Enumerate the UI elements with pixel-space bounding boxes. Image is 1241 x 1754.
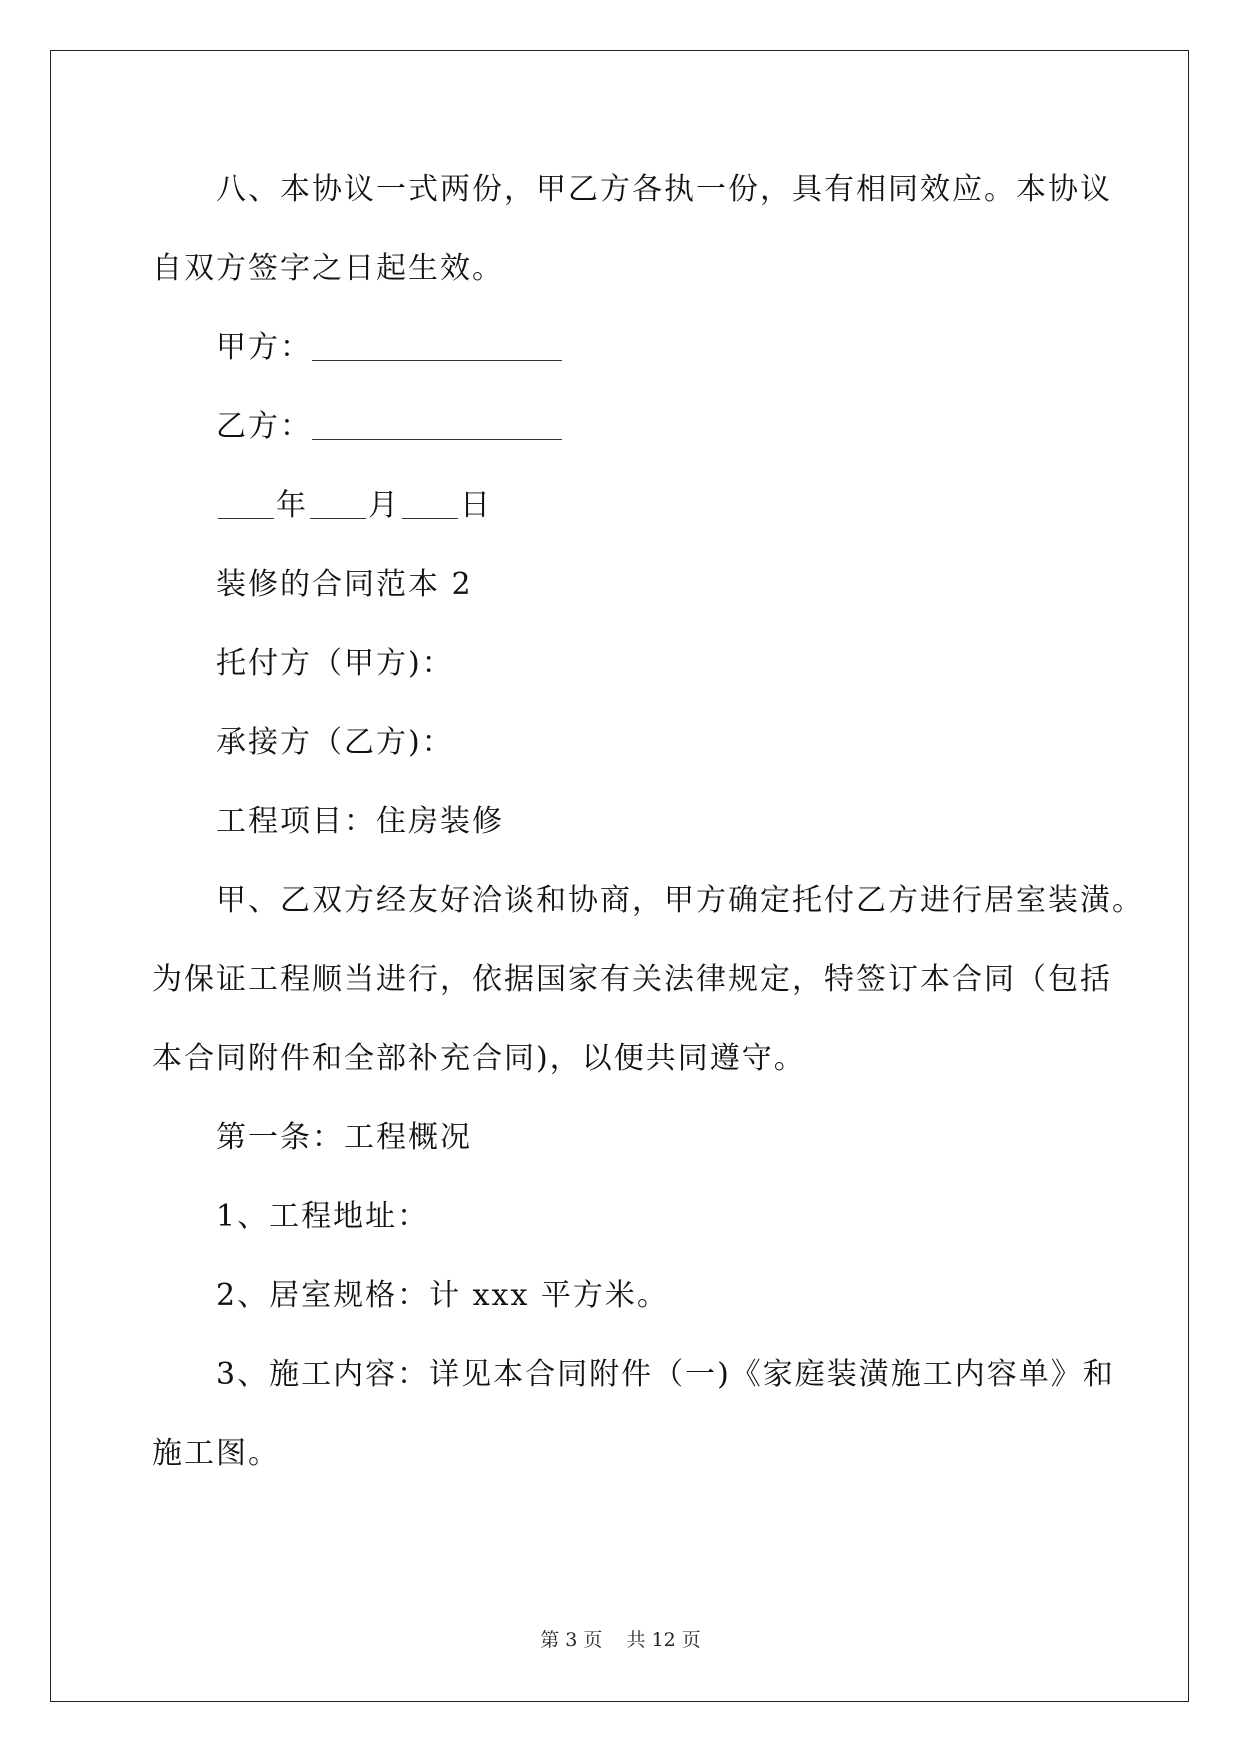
party-a-label: 甲方： (216, 330, 312, 365)
clause-eight-paragraph (152, 150, 1112, 308)
signature-line-party-a (152, 308, 1088, 387)
signature-blank (312, 411, 562, 440)
month-label: 月 (368, 488, 400, 523)
day-label: 日 (460, 488, 492, 523)
party-b-label: 乙方： (216, 409, 312, 444)
client-line: 托付方（甲方)： (216, 646, 454, 681)
article-one-heading: 第一条：工程概况 (216, 1120, 472, 1155)
month-blank (310, 490, 366, 519)
text-line: 自双方签字之日起生效。 (152, 251, 504, 286)
text-line: 为保证工程顺当进行，依据国家有关法律规定，特签订本合同（包括 (152, 962, 1112, 997)
text-line: 3、施工内容：详见本合同附件（一)《家庭装潢施工内容单》和 (216, 1357, 1115, 1392)
signature-line-party-b (152, 387, 1088, 466)
text-line: 甲、乙双方经友好洽谈和协商，甲方确定托付乙方进行居室装潢。 (216, 883, 1144, 918)
item-address: 1、工程地址： (216, 1199, 430, 1234)
project-line: 工程项目：住房装修 (216, 804, 504, 839)
intro-paragraph (152, 861, 1144, 1098)
date-line (152, 466, 1088, 545)
item-content-paragraph (152, 1335, 1115, 1493)
document-body (152, 150, 1144, 1493)
signature-blank (312, 332, 562, 361)
contractor-line: 承接方（乙方)： (216, 725, 454, 760)
item-size: 2、居室规格：计 xxx 平方米。 (216, 1278, 669, 1313)
year-label: 年 (276, 488, 308, 523)
year-blank (218, 490, 274, 519)
page-number-footer: 第 3 页 共 12 页 (540, 1629, 701, 1651)
day-blank (402, 490, 458, 519)
text-line: 施工图。 (152, 1436, 280, 1471)
text-line: 本合同附件和全部补充合同)，以便共同遵守。 (152, 1041, 806, 1076)
contract-title: 装修的合同范本 2 (216, 567, 473, 602)
text-line: 八、本协议一式两份，甲乙方各执一份，具有相同效应。本协议 (216, 172, 1112, 207)
